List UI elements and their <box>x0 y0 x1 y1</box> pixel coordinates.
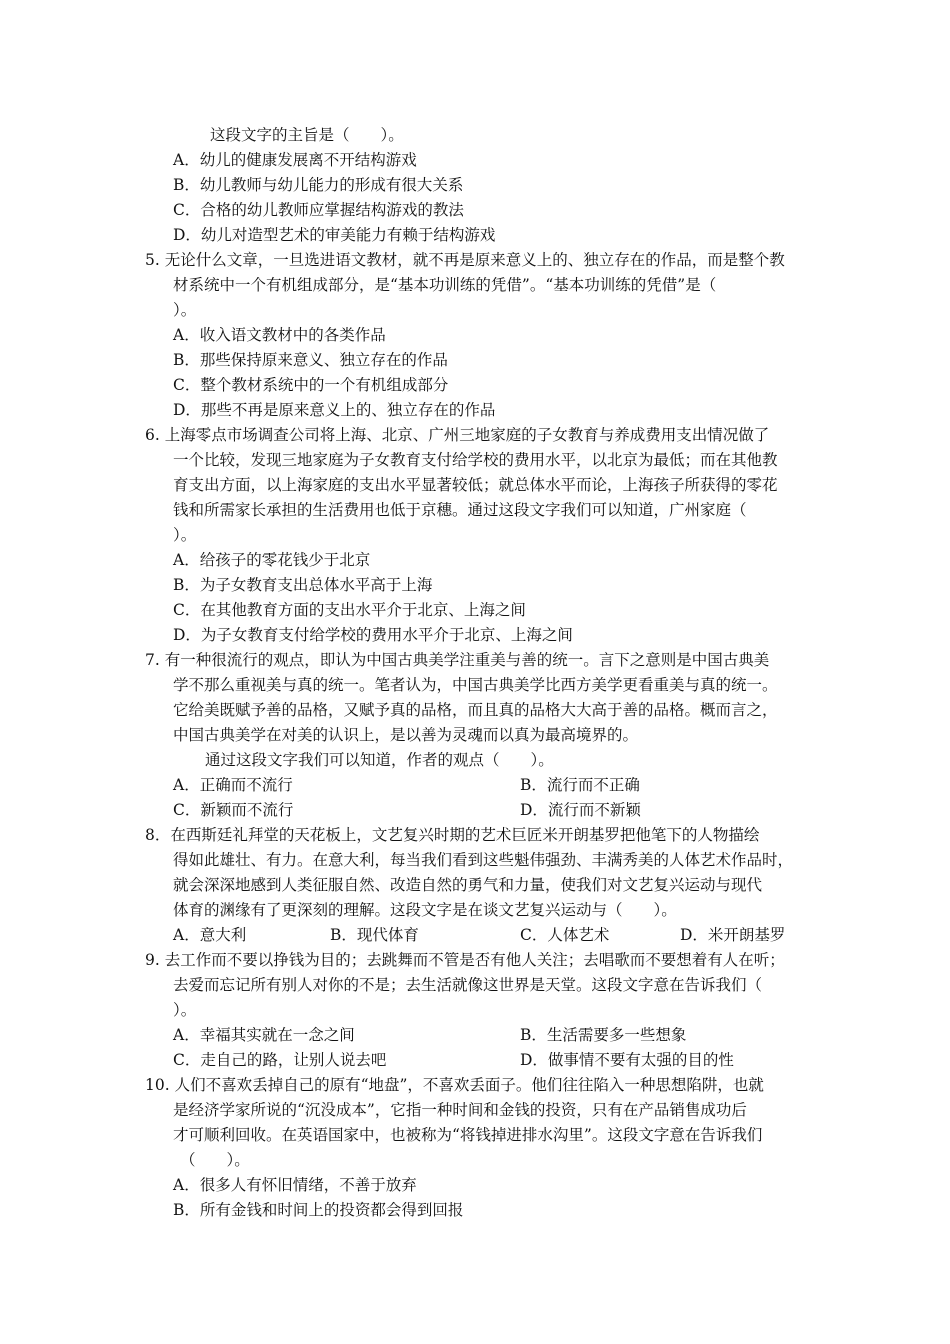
option-a: A．给孩子的零花钱少于北京 <box>173 551 371 569</box>
question-text: 中国古典美学在对美的认识上，是以善为灵魂而以真为最高境界的。 <box>173 726 639 744</box>
option-c: C．整个教材系统中的一个有机组成部分 <box>173 376 449 394</box>
question-text: 材系统中一个有机组成部分，是“基本功训练的凭借”。“基本功训练的凭借”是（ <box>173 276 717 294</box>
option-a: A．正确而不流行 <box>173 776 293 794</box>
question-text: 8．在西斯廷礼拜堂的天花板上，文艺复兴时期的艺术巨匠米开朗基罗把他笔下的人物描绘 <box>145 826 760 844</box>
option-d: D．幼儿对造型艺术的审美能力有赖于结构游戏 <box>173 226 496 244</box>
question-text: 5. 无论什么文章，一旦选进语文教材，就不再是原来意义上的、独立存在的作品，而是整个教 <box>145 251 785 269</box>
question-text: 体育的渊缘有了更深刻的理解。这段文字是在谈文艺复兴运动与（ ）。 <box>173 901 677 919</box>
question-text: 9. 去工作而不要以挣钱为目的；去跳舞而不管是否有他人关注；去唱歌而不要想着有人在听； <box>145 951 785 969</box>
option-d: D．那些不再是原来意义上的、独立存在的作品 <box>173 401 496 419</box>
question-text: 育支出方面，以上海家庭的支出水平显著较低；就总体水平而论，上海孩子所获得的零花 <box>173 476 778 494</box>
option-c: C．新颖而不流行 <box>173 801 294 819</box>
option-a: A．意大利 <box>173 926 247 944</box>
question-text: 学不那么重视美与真的统一。笔者认为，中国古典美学比西方美学更看重美与真的统一。 <box>173 676 778 694</box>
option-c: C．人体艺术 <box>520 926 610 944</box>
question-stem: 通过这段文字我们可以知道，作者的观点（ ）。 <box>205 751 554 769</box>
option-b: B．那些保持原来意义、独立存在的作品 <box>173 351 448 369</box>
option-b: B．生活需要多一些想象 <box>520 1026 687 1044</box>
option-a: A．幸福其实就在一念之间 <box>173 1026 355 1044</box>
question-text: ）。 <box>173 526 197 544</box>
question-text: 10. 人们不喜欢丢掉自己的原有“地盘”，不喜欢丢面子。他们往往陷入一种思想陷阱，也就 <box>145 1076 764 1094</box>
question-stem: 这段文字的主旨是（ ）。 <box>210 126 404 144</box>
option-b: B．幼儿教师与幼儿能力的形成有很大关系 <box>173 176 464 194</box>
question-text: 得如此雄壮、有力。在意大利，每当我们看到这些魁伟强劲、丰满秀美的人体艺术作品时， <box>173 851 794 869</box>
option-a: A．幼儿的健康发展离不开结构游戏 <box>173 151 417 169</box>
option-a: A．很多人有怀旧情绪，不善于放弃 <box>173 1176 417 1194</box>
option-d: D．流行而不新颖 <box>520 801 641 819</box>
option-b: B．流行而不正确 <box>520 776 640 794</box>
option-c: C．走自己的路，让别人说去吧 <box>173 1051 387 1069</box>
question-text: 是经济学家所说的“沉没成本”，它指一种时间和金钱的投资，只有在产品销售成功后 <box>173 1101 747 1119</box>
question-text: 钱和所需家长承担的生活费用也低于京穗。通过这段文字我们可以知道，广州家庭（ <box>173 501 747 519</box>
question-text: 一个比较，发现三地家庭为子女教育支付给学校的费用水平，以北京为最低；而在其他教 <box>173 451 778 469</box>
question-text: ）。 <box>173 1001 197 1019</box>
option-d: D．做事情不要有太强的目的性 <box>520 1051 734 1069</box>
option-b: B．为子女教育支出总体水平高于上海 <box>173 576 433 594</box>
question-text: 它给美既赋予善的品格，又赋予真的品格，而且真的品格大大高于善的品格。概而言之， <box>173 701 778 719</box>
option-a: A．收入语文教材中的各类作品 <box>173 326 386 344</box>
question-text: 去爱而忘记所有别人对你的不是；去生活就像这世界是天堂。这段文字意在告诉我们（ <box>173 976 763 994</box>
question-text: 6. 上海零点市场调查公司将上海、北京、广州三地家庭的子女教育与养成费用支出情况做了 <box>145 426 770 444</box>
question-text: ）。 <box>173 301 197 319</box>
question-text: 才可顺利回收。在英语国家中，也被称为“将钱掉进排水沟里”。这段文字意在告诉我们 <box>173 1126 763 1144</box>
option-d: D．米开朗基罗 <box>680 926 786 944</box>
option-c: C．合格的幼儿教师应掌握结构游戏的教法 <box>173 201 464 219</box>
option-d: D．为子女教育支付给学校的费用水平介于北京、上海之间 <box>173 626 573 644</box>
question-text: 7. 有一种很流行的观点，即认为中国古典美学注重美与善的统一。言下之意则是中国古典美 <box>145 651 770 669</box>
question-text: 就会深深地感到人类征服自然、改造自然的勇气和力量，使我们对文艺复兴运动与现代 <box>173 876 763 894</box>
option-b: B．现代体育 <box>330 926 419 944</box>
option-b: B．所有金钱和时间上的投资都会得到回报 <box>173 1201 464 1219</box>
option-c: C．在其他教育方面的支出水平介于北京、上海之间 <box>173 601 526 619</box>
question-text: （ ）。 <box>180 1151 250 1169</box>
